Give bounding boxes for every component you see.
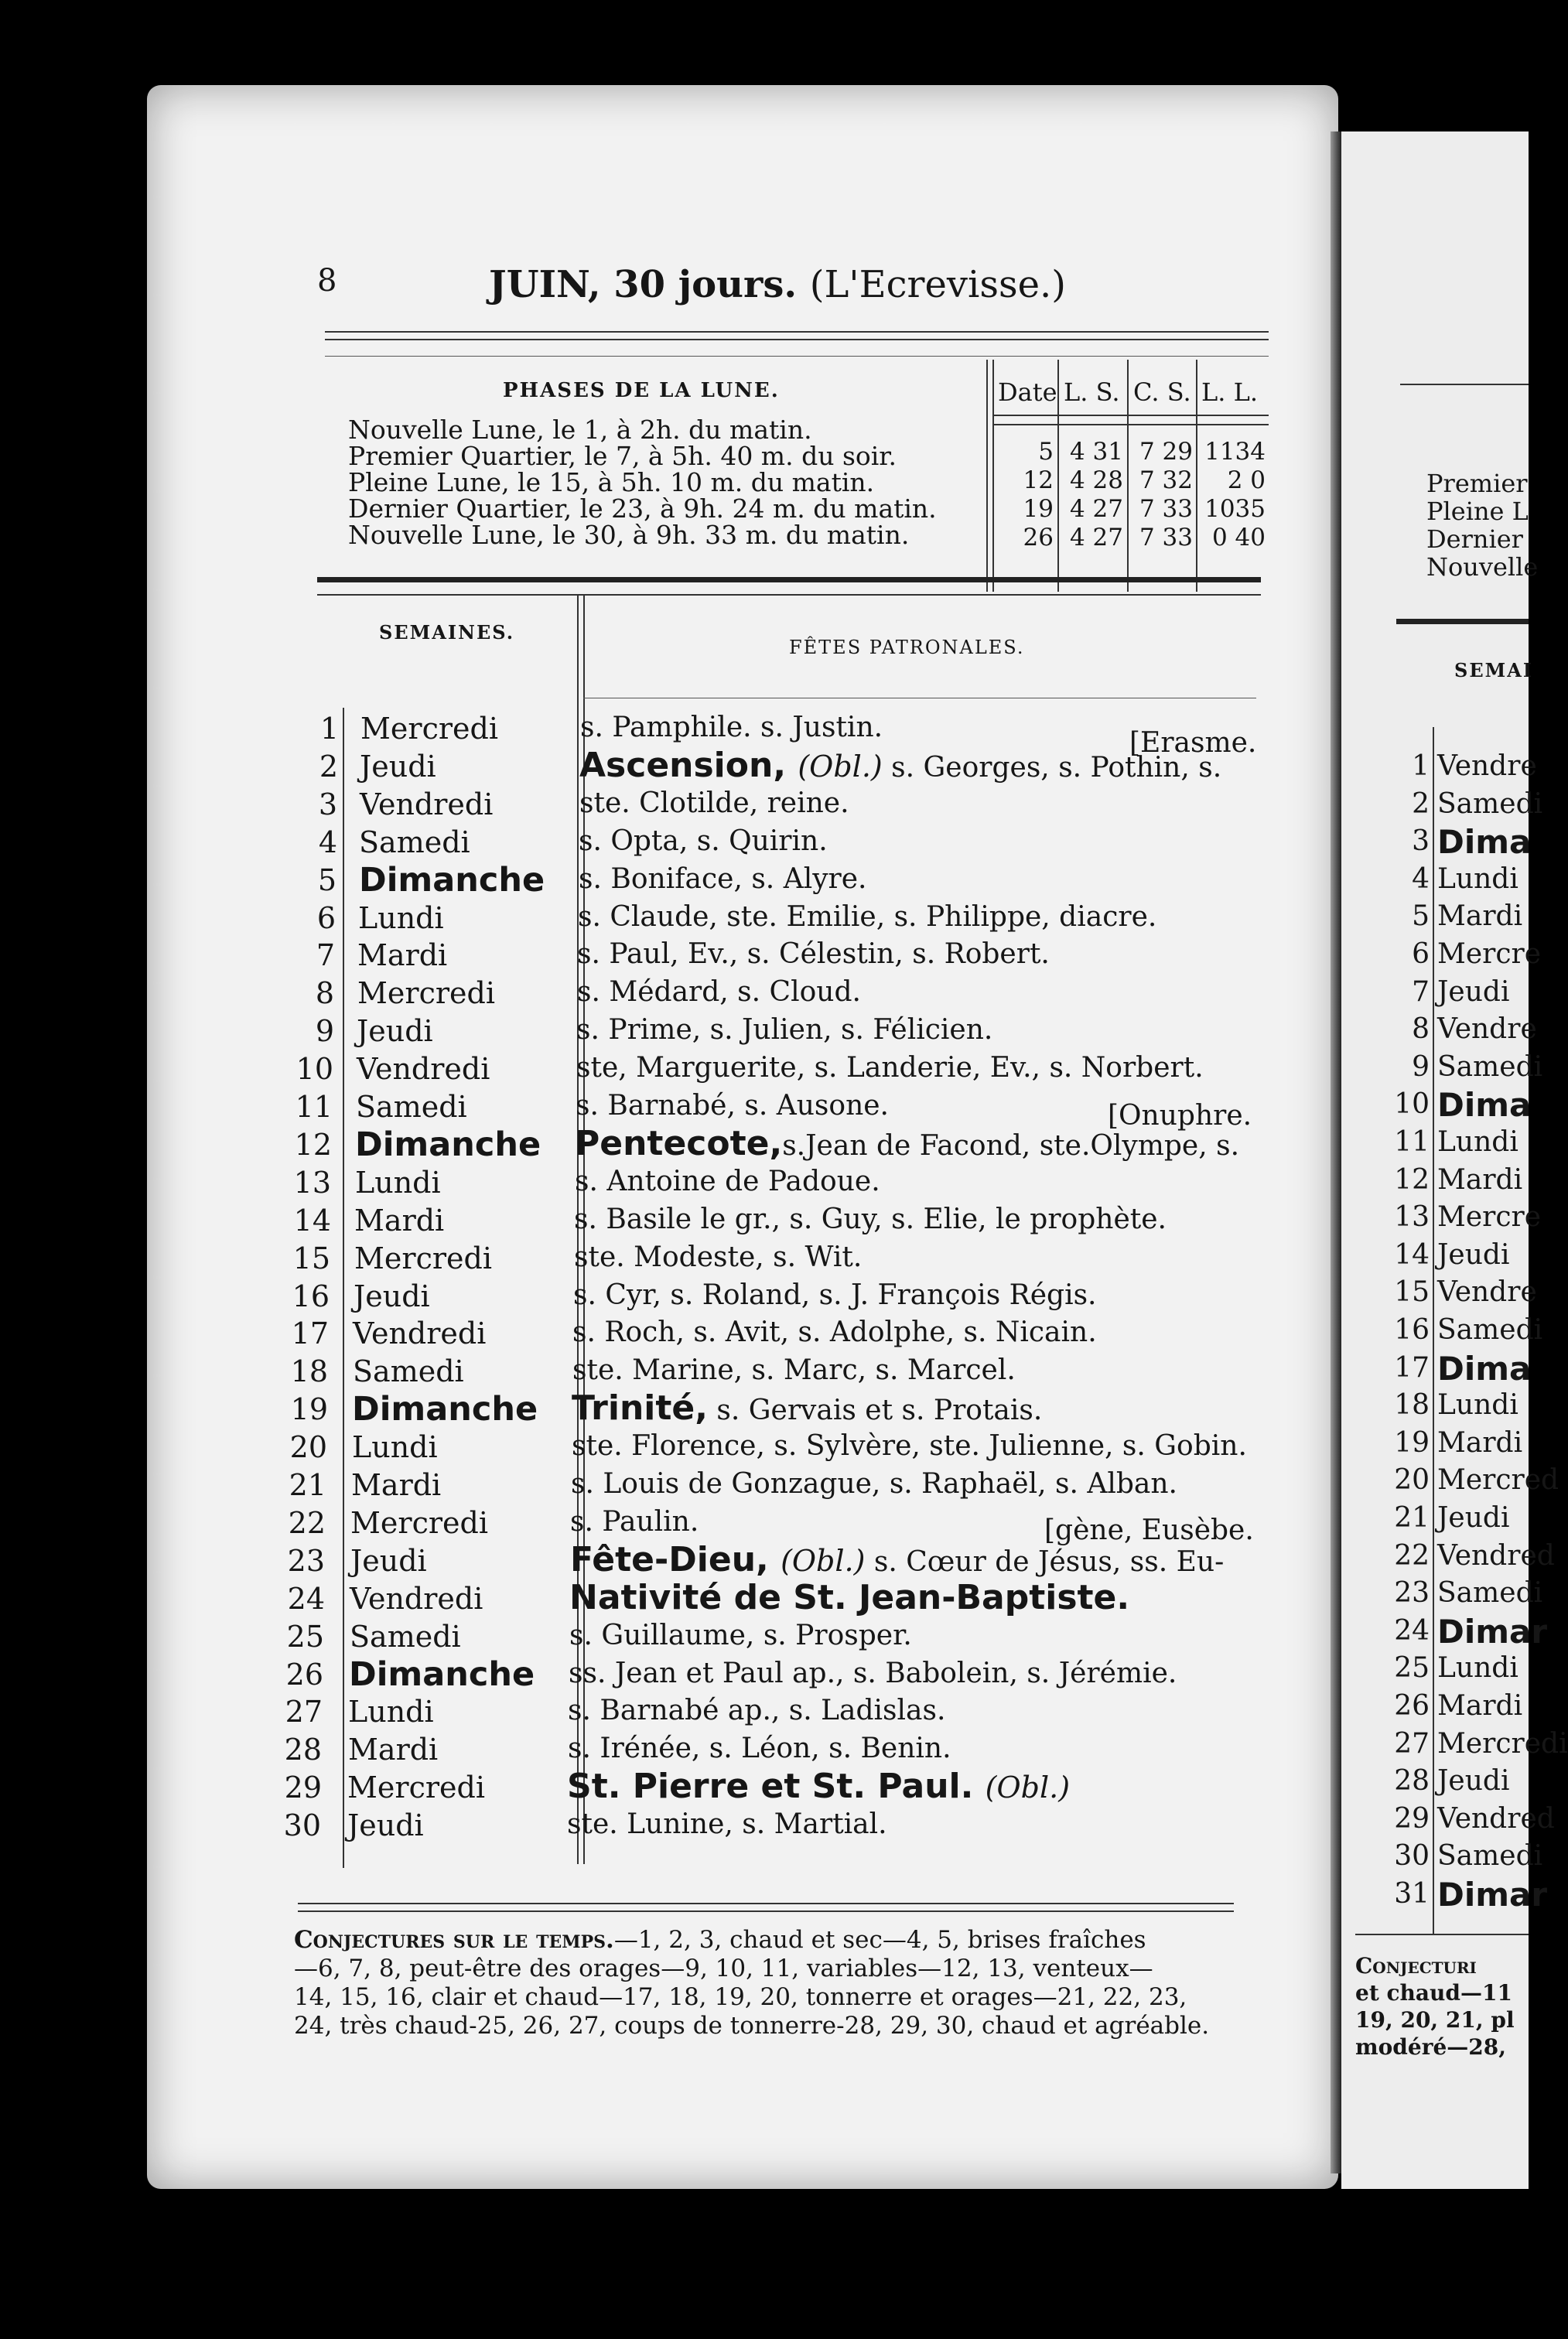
- day-number: 30: [283, 1808, 321, 1842]
- page-title: [489, 263, 1066, 306]
- day-number: 18: [290, 1354, 328, 1388]
- next-day-number: 17: [1394, 1352, 1430, 1384]
- next-day-number: 15: [1394, 1276, 1430, 1308]
- conjectures-line-4: 24, très chaud-25, 26, 27, coups de tonnerre-28, 29, 30, chaud et agréable.: [294, 2012, 1210, 2040]
- table-divider: [1127, 360, 1129, 592]
- next-day-number: 28: [1394, 1765, 1430, 1797]
- next-day-name: Mardi: [1437, 1427, 1523, 1459]
- fete-main: s. Guillaume, s. Prosper.: [569, 1620, 912, 1651]
- day-name: Lundi: [348, 1695, 434, 1729]
- day-number: 19: [290, 1392, 328, 1426]
- day-number: 16: [292, 1279, 330, 1313]
- day-name: Jeudi: [354, 1279, 430, 1313]
- next-day-name: Lundi: [1437, 863, 1518, 895]
- day-name: Mardi: [354, 1204, 445, 1238]
- next-conj: Conjecturi: [1355, 1953, 1477, 1979]
- day-name: Vendredi: [360, 787, 494, 821]
- day-name: Dimanche: [349, 1655, 535, 1694]
- next-day-name: Samedi: [1437, 788, 1543, 820]
- next-day-name: Dima: [1437, 823, 1532, 861]
- moon-cell: 12: [1023, 466, 1054, 494]
- fete-text: [571, 1468, 1177, 1500]
- moon-cell: 7 29: [1139, 438, 1193, 466]
- next-phase: Pleine L: [1426, 497, 1529, 526]
- day-number: 28: [284, 1733, 322, 1767]
- next-day-number: 3: [1412, 825, 1430, 857]
- next-day-number: 16: [1394, 1314, 1430, 1346]
- next-page-rule: [1400, 384, 1529, 385]
- day-number: 13: [293, 1166, 331, 1200]
- moon-cell: 7 33: [1139, 524, 1193, 551]
- obligation-mark: (Obl.): [781, 1544, 866, 1578]
- next-day-name: Mardi: [1437, 1164, 1523, 1196]
- day-number: 1: [319, 712, 339, 746]
- fete-main: ste. Lunine, s. Martial.: [567, 1808, 887, 1840]
- next-day-name: Samedi: [1437, 1051, 1543, 1083]
- day-name: Jeudi: [357, 1014, 433, 1048]
- next-day-number: 31: [1394, 1878, 1430, 1910]
- fete-main: s. Roch, s. Avit, s. Adolphe, s. Nicain.: [572, 1316, 1097, 1348]
- next-day-name: Dimar: [1437, 1876, 1548, 1914]
- obligation-mark: (Obl.): [798, 750, 883, 784]
- next-conj: et chaud—11: [1355, 1980, 1512, 2006]
- fete-text: [574, 1204, 1167, 1235]
- day-number: 11: [295, 1090, 333, 1124]
- next-day-name: Mercre: [1437, 938, 1542, 970]
- day-name: Mardi: [357, 938, 448, 972]
- day-name: Mercredi: [347, 1770, 485, 1805]
- next-day-name: Jeudi: [1437, 976, 1510, 1008]
- fete-text: [573, 1279, 1097, 1311]
- phases-bottom-rule: [317, 577, 1261, 582]
- fete-main: s. Barnabé ap., s. Ladislas.: [568, 1695, 946, 1726]
- next-day-name: Vendred: [1437, 1540, 1555, 1572]
- conjectures-text: —1, 2, 3, chaud et sec—4, 5, brises fraîches: [613, 1926, 1146, 1954]
- moon-cell: 1134: [1204, 438, 1266, 466]
- fete-main: Pentecote,: [575, 1124, 783, 1163]
- day-name: Samedi: [356, 1090, 467, 1124]
- day-number: 27: [285, 1695, 323, 1729]
- day-name: Mardi: [348, 1733, 439, 1767]
- day-number: 14: [293, 1204, 331, 1238]
- fete-text: [572, 1354, 1016, 1386]
- moon-col-ll: L. L.: [1201, 377, 1259, 407]
- fete-rest: s. Gervais et s. Protais.: [707, 1395, 1043, 1426]
- fete-main: ste. Modeste, s. Wit.: [574, 1241, 863, 1273]
- fete-main: Ascension,: [579, 746, 787, 785]
- day-name: Samedi: [353, 1354, 464, 1388]
- phase-line: Dernier Quartier, le 23, à 9h. 24 m. du matin.: [348, 493, 937, 524]
- day-name: Lundi: [352, 1430, 438, 1464]
- next-day-name: Mardi: [1437, 1690, 1523, 1722]
- fete-rest: s. Cœur de Jésus, ss. Eu-: [865, 1546, 1225, 1578]
- day-name: Lundi: [358, 901, 444, 935]
- conjectures-line-3: 14, 15, 16, clair et chaud—17, 18, 19, 20, tonnerre et orages—21, 22, 23,: [294, 1983, 1187, 2011]
- day-number: 29: [284, 1770, 322, 1805]
- moon-cell: 5: [1038, 438, 1054, 466]
- next-day-number: 4: [1412, 863, 1430, 895]
- next-day-number: 9: [1412, 1051, 1430, 1083]
- day-number: 23: [287, 1544, 325, 1578]
- fete-main: ste. Marine, s. Marc, s. Marcel.: [572, 1354, 1016, 1386]
- day-number: 10: [295, 1052, 333, 1086]
- next-day-name: Lundi: [1437, 1389, 1518, 1421]
- day-name: Vendredi: [357, 1052, 490, 1086]
- next-day-number: 2: [1412, 788, 1430, 820]
- day-name: Mercredi: [350, 1506, 488, 1540]
- next-day-name: Jeudi: [1437, 1239, 1510, 1271]
- next-day-number: 13: [1394, 1201, 1430, 1233]
- day-name: Jeudi: [360, 750, 436, 784]
- header-rule-2: [325, 339, 1269, 340]
- conjectures-heading: Conjectures sur le temps.: [294, 1926, 614, 1954]
- fete-text: [576, 1090, 889, 1122]
- next-day-name: Mercredi: [1437, 1728, 1568, 1760]
- fete-text: [577, 976, 861, 1008]
- day-number: 26: [285, 1658, 323, 1692]
- fete-text: [569, 1658, 1177, 1689]
- moon-cell: 7 33: [1139, 495, 1193, 523]
- moon-cell: 7 32: [1139, 466, 1193, 494]
- next-day-name: Vendre: [1437, 1276, 1537, 1308]
- phases-bottom-rule-2: [317, 594, 1261, 596]
- next-day-number: 30: [1394, 1840, 1430, 1872]
- next-day-name: Dimar: [1437, 1613, 1548, 1651]
- next-day-number: 24: [1394, 1615, 1430, 1647]
- page-number: 8: [317, 263, 337, 299]
- next-day-name: Vendred: [1437, 1803, 1555, 1835]
- next-day-name: Dima: [1437, 1350, 1532, 1388]
- fete-text: [570, 1506, 699, 1538]
- next-day-name: Samedi: [1437, 1577, 1543, 1609]
- day-number: 7: [316, 938, 335, 972]
- next-day-number: 20: [1394, 1464, 1430, 1496]
- overflow-word: [Erasme.: [1129, 727, 1257, 759]
- fete-main: s. Prime, s. Julien, s. Félicien.: [576, 1014, 993, 1046]
- day-number: 12: [294, 1128, 332, 1162]
- day-name: Samedi: [350, 1620, 461, 1654]
- next-day-name: Vendre: [1437, 750, 1537, 782]
- moon-col-ls: L. S.: [1064, 377, 1120, 407]
- phase-line: Nouvelle Lune, le 1, à 2h. du matin.: [348, 415, 812, 445]
- fete-text: [578, 901, 1156, 933]
- fete-main: s. Boniface, s. Alyre.: [579, 863, 867, 895]
- next-day-name: Jeudi: [1437, 1765, 1510, 1797]
- month-title: JUIN, 30 jours.: [489, 263, 798, 306]
- day-name: Mercredi: [357, 976, 495, 1010]
- day-name: Dimanche: [352, 1390, 538, 1429]
- table-divider: [1196, 360, 1197, 592]
- fete-main: Fête-Dieu,: [570, 1540, 769, 1579]
- fete-main: Trinité,: [572, 1388, 708, 1428]
- overflow-word: [Onuphre.: [1108, 1100, 1252, 1132]
- fete-text: [579, 863, 867, 895]
- day-number: 4: [318, 825, 337, 859]
- moon-cell: 1035: [1204, 495, 1266, 523]
- moon-cell: 4 27: [1069, 495, 1123, 523]
- fete-text: [574, 1241, 862, 1273]
- next-day-number: 1: [1412, 750, 1430, 782]
- fete-text: [576, 1014, 992, 1046]
- next-phase: Nouvelle: [1426, 552, 1539, 582]
- day-name: Jeudi: [350, 1544, 427, 1578]
- fete-rest: s. Georges, s. Pothin, s.: [882, 752, 1222, 784]
- next-day-number: 29: [1394, 1803, 1430, 1835]
- overflow-word: [gène, Eusèbe.: [1044, 1514, 1254, 1546]
- table-divider: [992, 360, 994, 592]
- fete-main: ste. Florence, s. Sylvère, ste. Julienne, s. Gobin.: [572, 1430, 1247, 1462]
- day-number: 2: [319, 750, 338, 784]
- next-day-number: 7: [1412, 976, 1430, 1008]
- fete-text: [572, 1430, 1247, 1462]
- day-number: 17: [291, 1316, 329, 1350]
- day-number: 3: [318, 787, 337, 821]
- fete-text: [577, 938, 1050, 970]
- fetes-heading: FÊTES PATRONALES.: [789, 637, 1025, 658]
- next-weeks-heading: SEMAI: [1454, 659, 1534, 681]
- next-day-number: 26: [1394, 1690, 1430, 1722]
- fete-text: [576, 1052, 1204, 1084]
- table-divider: [1057, 360, 1059, 592]
- fete-rest: s.Jean de Facond, ste.Olympe, s.: [782, 1130, 1240, 1162]
- fete-main: s. Claude, ste. Emilie, s. Philippe, diacre.: [578, 901, 1157, 933]
- moon-col-date: Date: [998, 377, 1057, 407]
- next-day-number: 6: [1412, 938, 1430, 970]
- conjectures-line-1: [294, 1926, 1146, 1954]
- fete-text: [579, 746, 1221, 785]
- next-day-number: 10: [1394, 1088, 1430, 1120]
- conj-top-rule: [298, 1903, 1234, 1904]
- fete-main: s. Pamphile. s. Justin.: [580, 712, 883, 743]
- fete-main: ss. Jean et Paul ap., s. Babolein, s. Jérémie.: [569, 1658, 1177, 1689]
- day-number: 5: [317, 863, 336, 897]
- fete-main: ste. Clotilde, reine.: [579, 787, 849, 819]
- next-conj: modéré—28,: [1355, 2034, 1506, 2060]
- obligation-mark: (Obl.): [985, 1770, 1071, 1805]
- moon-col-cs: C. S.: [1133, 377, 1191, 407]
- fete-main: s. Antoine de Padoue.: [575, 1166, 880, 1197]
- fete-text: [569, 1620, 912, 1651]
- fete-text: [567, 1808, 887, 1840]
- moon-cell: 2 0: [1227, 466, 1266, 494]
- phase-line: Nouvelle Lune, le 30, à 9h. 33 m. du matin.: [348, 520, 910, 550]
- day-name: Samedi: [359, 825, 470, 859]
- fete-main: s. Louis de Gonzague, s. Raphaël, s. Alban.: [571, 1468, 1177, 1500]
- day-number: 6: [316, 901, 336, 935]
- next-conj: 19, 20, 21, pl: [1355, 2007, 1515, 2033]
- fete-text: [572, 1316, 1097, 1348]
- fete-text: [579, 825, 828, 857]
- fete-main: s. Basile le gr., s. Guy, s. Elie, le prophète.: [574, 1204, 1167, 1235]
- next-day-number: 23: [1394, 1577, 1430, 1609]
- next-day-name: Lundi: [1437, 1652, 1518, 1684]
- next-day-name: Jeudi: [1437, 1502, 1510, 1534]
- fete-main: s. Cyr, s. Roland, s. J. François Régis.: [573, 1279, 1097, 1311]
- fete-text: [579, 787, 849, 819]
- next-page-rule: [1396, 619, 1529, 624]
- fete-main: St. Pierre et St. Paul.: [567, 1767, 974, 1806]
- fete-main: Nativité de St. Jean-Baptiste.: [569, 1578, 1130, 1617]
- moon-cell: 4 31: [1069, 438, 1123, 466]
- fete-text: [572, 1388, 1042, 1428]
- moon-cell: 26: [1023, 524, 1054, 551]
- next-day-number: 8: [1412, 1013, 1430, 1045]
- next-day-name: Samedi: [1437, 1840, 1543, 1872]
- table-header-rule: [992, 415, 1269, 416]
- fete-text: [575, 1166, 880, 1197]
- next-phase: Premier: [1426, 469, 1528, 498]
- moon-cell: 4 27: [1069, 524, 1123, 551]
- day-name: Vendredi: [350, 1582, 483, 1616]
- day-name: Vendredi: [353, 1316, 487, 1350]
- day-number: 22: [288, 1506, 326, 1540]
- fete-main: s. Opta, s. Quirin.: [579, 825, 828, 857]
- conj-top-rule-2: [298, 1910, 1234, 1912]
- next-day-number: 12: [1394, 1164, 1430, 1196]
- conjectures-line-2: —6, 7, 8, peut-être des orages—9, 10, 11, variables—12, 13, venteux—: [294, 1955, 1153, 1982]
- next-day-name: Mercre: [1437, 1201, 1542, 1233]
- next-conj-rule: [1355, 1934, 1529, 1935]
- moon-cell: 0 40: [1211, 524, 1266, 551]
- day-name: Mercredi: [354, 1241, 492, 1275]
- fete-text: [567, 1767, 1070, 1806]
- day-number: 15: [292, 1241, 330, 1275]
- table-divider: [986, 360, 988, 592]
- phase-line: Premier Quartier, le 7, à 5h. 40 m. du soir.: [348, 441, 897, 471]
- next-day-number: 14: [1394, 1239, 1430, 1271]
- next-day-name: Samedi: [1437, 1314, 1543, 1346]
- day-number: 20: [289, 1430, 327, 1464]
- next-day-number: 22: [1394, 1540, 1430, 1572]
- moon-cell: 4 28: [1069, 466, 1123, 494]
- day-number: 9: [315, 1014, 334, 1048]
- next-day-number: 25: [1394, 1652, 1430, 1684]
- day-number: 24: [287, 1582, 325, 1616]
- fete-main: s. Barnabé, s. Ausone.: [576, 1090, 889, 1122]
- day-name: Dimanche: [359, 861, 545, 900]
- day-number: 8: [315, 976, 334, 1010]
- header-rule: [325, 331, 1269, 333]
- day-name: Lundi: [355, 1166, 441, 1200]
- fete-main: ste, Marguerite, s. Landerie, Ev., s. Norbert.: [576, 1052, 1204, 1084]
- day-number: 25: [286, 1620, 324, 1654]
- next-day-name: Dima: [1437, 1086, 1532, 1124]
- fete-text: [568, 1695, 945, 1726]
- fete-text: [580, 712, 883, 743]
- header-rule-3: [325, 356, 1269, 357]
- table-header-rule: [992, 424, 1269, 425]
- day-number: 21: [289, 1468, 326, 1502]
- day-name: Dimanche: [355, 1125, 541, 1164]
- next-day-name: Lundi: [1437, 1126, 1518, 1158]
- day-name: Jeudi: [347, 1808, 424, 1842]
- next-day-number: 11: [1394, 1126, 1430, 1158]
- fete-text: [568, 1733, 951, 1764]
- zodiac-subtitle: (L'Ecrevisse.): [809, 263, 1066, 306]
- next-day-number: 5: [1412, 900, 1430, 932]
- weeks-heading: SEMAINES.: [379, 621, 515, 644]
- fete-main: s. Irénée, s. Léon, s. Benin.: [568, 1733, 951, 1764]
- fete-main: s. Paulin.: [570, 1506, 699, 1538]
- next-day-name: Vendre: [1437, 1013, 1537, 1045]
- page-fold: [1331, 131, 1341, 2173]
- next-number-divider: [1433, 727, 1434, 1934]
- day-name: Mardi: [351, 1468, 442, 1502]
- next-day-number: 21: [1394, 1502, 1430, 1534]
- moon-cell: 19: [1023, 495, 1054, 523]
- fete-main: s. Médard, s. Cloud.: [577, 976, 861, 1008]
- phases-heading: PHASES DE LA LUNE.: [503, 379, 780, 402]
- next-day-number: 18: [1394, 1389, 1430, 1421]
- day-name: Mercredi: [360, 712, 498, 746]
- phase-line: Pleine Lune, le 15, à 5h. 10 m. du matin.: [348, 467, 875, 497]
- next-day-number: 27: [1394, 1728, 1430, 1760]
- next-day-name: Mercred: [1437, 1464, 1559, 1496]
- fete-text: [569, 1578, 1129, 1617]
- fete-main: s. Paul, Ev., s. Célestin, s. Robert.: [577, 938, 1050, 970]
- next-day-name: Mardi: [1437, 900, 1523, 932]
- number-divider: [343, 708, 344, 1868]
- next-day-number: 19: [1394, 1427, 1430, 1459]
- next-phase: Dernier: [1426, 524, 1523, 554]
